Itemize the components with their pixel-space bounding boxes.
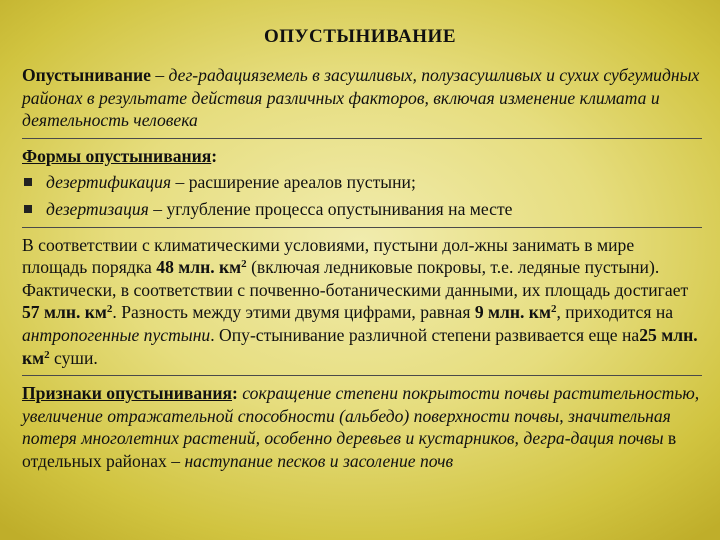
definition-term: Опустынивание	[22, 65, 151, 85]
paragraph-text: В соответствии с климатическими условиями, пустыни дол-жны занимать в мире площадь порядка	[22, 234, 635, 278]
list-item-text	[46, 171, 702, 194]
divider	[22, 375, 702, 376]
paragraph-text: суши.	[49, 347, 98, 368]
list-item-text	[46, 198, 702, 221]
area-value	[156, 257, 246, 277]
form-term: дезертификация	[46, 172, 172, 193]
signs-heading: Признаки опустынивания	[22, 383, 233, 404]
square-bullet-icon	[24, 205, 32, 213]
form-desc: – углубление процесса опустынивания на месте	[148, 198, 513, 219]
square-bullet-icon	[24, 178, 32, 186]
signs-paragraph	[22, 382, 702, 472]
area-value-number: 25 млн. км	[22, 324, 698, 368]
list-item	[22, 171, 702, 194]
signs-text-italic: сокращение степени покрытости почвы растительностью, увеличение отражательной способности (альбедо) поверхности почвы, значительная потеря многолетних растений, особенно деревьев и кустарников, дегра-дация почвы	[22, 383, 700, 449]
anthropogenic-deserts-term: антропогенные пустыни	[22, 324, 211, 345]
area-value	[22, 302, 112, 322]
divider	[22, 138, 702, 139]
definition-paragraph	[22, 64, 702, 132]
signs-heading-colon: :	[232, 383, 243, 404]
definition-dash: –	[150, 65, 169, 85]
forms-heading-line	[22, 145, 702, 168]
area-value-number: 9 млн. км	[474, 302, 551, 323]
paragraph-text: (включая ледниковые покровы, т.е. ледяные пустыни). Фактически, в соответствии с почвенно-ботаническими данными, их площадь достигает	[22, 257, 689, 300]
form-desc: – расширение ареалов пустыни;	[171, 172, 416, 193]
area-value-sup: 2	[550, 303, 557, 316]
area-value-number: 48 млн. км	[156, 257, 242, 278]
paragraph-text: , приходится на	[556, 302, 674, 323]
divider	[22, 227, 702, 228]
paragraph-text: . Опу-стынивание различной степени развивается еще на	[210, 324, 640, 345]
area-value-sup: 2	[106, 303, 113, 316]
area-value-sup: 2	[44, 348, 50, 361]
paragraph-text: . Разность между этими двумя цифрами, равная	[112, 302, 475, 323]
list-item	[22, 198, 702, 221]
area-value-number: 57 млн. км	[22, 302, 107, 323]
signs-text-italic: наступание песков и засоление почв	[184, 450, 454, 471]
definition-text: дег-радацияземель в засушливых, полузасушливых и сухих субгумидных районах в результате действия различных факторов, включая изменение климата и деятельность человека	[22, 65, 700, 131]
signs-text-plain: в отдельных районах –	[22, 428, 677, 471]
forms-heading: Формы опустынивания	[22, 145, 212, 166]
forms-heading-colon: :	[211, 145, 218, 166]
form-term: дезертизация	[46, 198, 149, 219]
slide-title: ОПУСТЫНИВАНИЕ	[263, 26, 457, 47]
area-value	[475, 302, 557, 322]
slide-content	[22, 64, 702, 473]
area-paragraph	[22, 234, 702, 370]
area-value-sup: 2	[241, 258, 247, 271]
